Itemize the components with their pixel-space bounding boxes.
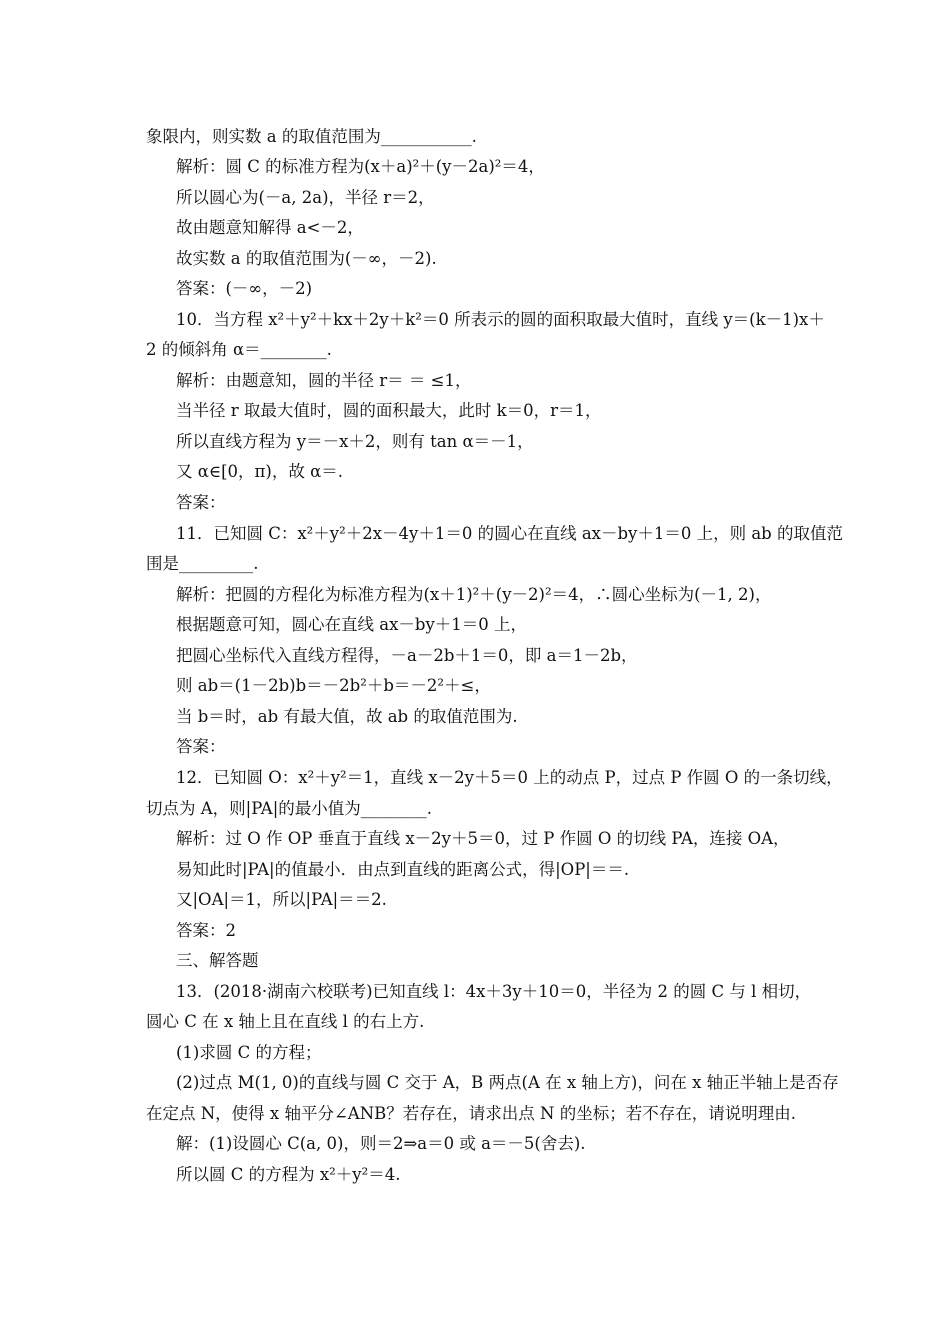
text-line: 围是_________.: [146, 554, 259, 573]
text-line: 故由题意知解得 a<－2，: [176, 218, 364, 237]
text-line: 切点为 A，则|PA|的最小值为________.: [146, 799, 433, 818]
text-line: 根据题意可知，圆心在直线 ax－by＋1＝0 上，: [176, 615, 528, 634]
text-line: (1)求圆 C 的方程；: [176, 1043, 322, 1062]
text-line: 答案：(－∞，－2): [176, 279, 313, 298]
text-line: 易知此时|PA|的值最小．由点到直线的距离公式，得|OP|＝＝.: [176, 860, 630, 879]
text-line: 答案：: [176, 493, 226, 512]
text-line: 10．当方程 x²＋y²＋kx＋2y＋k²＝0 所表示的圆的面积取最大值时，直线 y＝(k－1)x＋: [176, 310, 825, 329]
text-line: 2 的倾斜角 α＝________.: [146, 340, 332, 359]
text-line: 所以直线方程为 y＝－x＋2，则有 tan α＝－1，: [176, 432, 534, 451]
text-line: 解析：由题意知，圆的半径 r＝ ＝ ≤1，: [176, 371, 472, 390]
text-line: 则 ab＝(1－2b)b＝－2b²＋b＝－2²＋≤，: [176, 676, 491, 695]
text-line: 解析：圆 C 的标准方程为(x＋a)²＋(y－2a)²＝4，: [176, 157, 545, 176]
text-line: 12．已知圆 O：x²＋y²＝1，直线 x－2y＋5＝0 上的动点 P，过点 P 作圆 O 的一条切线，: [176, 768, 843, 787]
text-line: 当半径 r 取最大值时，圆的面积最大，此时 k＝0，r＝1，: [176, 401, 602, 420]
text-line: 所以圆心为(－a, 2a)，半径 r＝2，: [176, 188, 435, 207]
text-line: 解：(1)设圆心 C(a, 0)，则＝2⇒a＝0 或 a＝－5(舍去).: [176, 1134, 586, 1153]
text-line: 解析：把圆的方程化为标准方程为(x＋1)²＋(y－2)²＝4，∴圆心坐标为(－1, 2)，: [176, 585, 772, 604]
text-line: 圆心 C 在 x 轴上且在直线 l 的右上方.: [146, 1012, 425, 1031]
text-line: 11．已知圆 C：x²＋y²＋2x－4y＋1＝0 的圆心在直线 ax－by＋1＝0 上，则 ab 的取值范: [176, 524, 843, 543]
text-line: 在定点 N，使得 x 轴平分∠ANB？若存在，请求出点 N 的坐标；若不存在，请说明理由.: [146, 1104, 796, 1123]
text-line: 13．(2018·湖南六校联考)已知直线 l：4x＋3y＋10＝0，半径为 2 的圆 C 与 l 相切，: [176, 982, 812, 1001]
text-line: 故实数 a 的取值范围为(－∞，－2).: [176, 249, 437, 268]
section-heading: 三、解答题: [176, 951, 259, 970]
text-line: 当 b＝时，ab 有最大值，故 ab 的取值范围为.: [176, 707, 518, 726]
text-line: 又|OA|＝1，所以|PA|＝＝2.: [176, 890, 387, 909]
text-line: 把圆心坐标代入直线方程得，－a－2b＋1＝0，即 a＝1－2b，: [176, 646, 638, 665]
text-line: 解析：过 O 作 OP 垂直于直线 x－2y＋5＝0，过 P 作圆 O 的切线 PA，连接 OA，: [176, 829, 790, 848]
text-line: (2)过点 M(1, 0)的直线与圆 C 交于 A，B 两点(A 在 x 轴上方)，问在 x 轴正半轴上是否存: [176, 1073, 839, 1092]
text-line: 答案：: [176, 737, 226, 756]
text-line: 答案：2: [176, 921, 236, 940]
text-line: 又 α∈[0，π)，故 α＝.: [176, 462, 343, 481]
text-line: 所以圆 C 的方程为 x²＋y²＝4.: [176, 1165, 401, 1184]
text-line: 象限内，则实数 a 的取值范围为___________.: [146, 127, 477, 146]
